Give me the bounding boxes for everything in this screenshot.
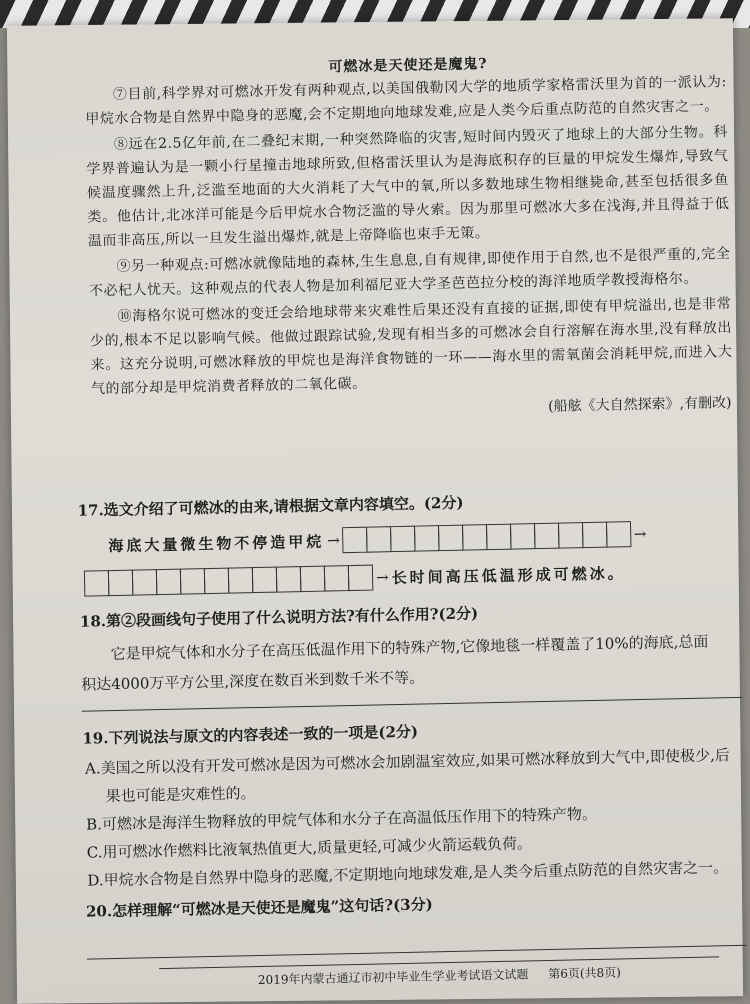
- answer-box[interactable]: [300, 566, 326, 593]
- paragraph-8: ⑧远在2.5亿年前,在二叠纪末期,一种突然降临的灾害,短时间内毁灭了地球上的大部分生物。科学界普遍认为是一颗小行星撞击地球所致,但格雷沃里认为是海底积存的巨量的甲烷发生爆炸,导致气候温度骤然上升,泛滥至地面的大火消耗了大气中的氧,所以多数地球生物相继毙命,甚至包括很多鱼类。他估计,北冰洋可能是今后甲烷水合物泛滥的导火索。因为那里可燃冰大多在浅海,并且得益于低温而非高压,所以一旦发生溢出爆炸,就是上帝降临也束手无策。: [86, 124, 730, 250]
- q17-answer-boxes-1[interactable]: [343, 521, 631, 553]
- answer-box[interactable]: [204, 568, 230, 595]
- answer-box[interactable]: [348, 565, 374, 592]
- paragraph-7: ⑦目前,科学界对可燃冰开发有两种观点,以美国俄勒冈大学的地质学家格雷沃里为首的一派认为:甲烷水合物是自然界中隐身的恶魔,会不定期地向地球发难,应是人类今后重点防范的自然灾害之一。: [85, 74, 727, 128]
- paragraph-10: ⑩海格尔说可燃冰的变迁会给地球带来灾难性后果还没有直接的证据,即使有甲烷溢出,也是非常少的,根本不足以影响气候。他做过跟踪试验,发现有相当多的可燃冰会自行溶解在海水里,没有释放出来。这充分说明,可燃冰释放的甲烷也是海洋食物链的一环——海水里的需氧菌会消耗甲烷,而进入大气的部分却是甲烷消费者释放的二氧化碳。: [89, 295, 733, 398]
- question-19-prompt: 19.下列说法与原文的内容表述一致的一项是(2分): [82, 722, 419, 748]
- answer-box[interactable]: [132, 569, 158, 596]
- arrow-icon: →: [633, 524, 647, 544]
- question-20-prompt: 20.怎样理解“可燃冰是天使还是魔鬼”这句话?(3分): [85, 895, 433, 921]
- answer-box[interactable]: [84, 570, 110, 597]
- q19-option-c[interactable]: C.用可燃冰作燃料比液氧热值更大,质量更轻,可减少火箭运载负荷。: [86, 834, 533, 862]
- answer-box[interactable]: [606, 521, 632, 548]
- page-number: 第6页(共8页): [548, 965, 622, 981]
- answer-box[interactable]: [462, 524, 488, 551]
- q18-quoted-sentence: 它是甲烷气体和水分子在高压低温作用下的特殊产物,它像地毯一样覆盖了10%的海底,总面积达4000万平方公里,深度在数百米到数千米不等。: [81, 632, 709, 694]
- answer-box[interactable]: [180, 568, 206, 595]
- arrow-icon: →: [375, 568, 389, 587]
- exam-page: [60, 38, 733, 991]
- q17-start-text: 海底大量微生物不停造甲烷: [108, 532, 325, 555]
- q19-option-a[interactable]: A.美国之所以没有开发可燃冰是因为可燃冰会加剧温室效应,如果可燃冰释放到大气中,即使极少,后果也可能是灾难性的。: [84, 746, 730, 806]
- answer-box[interactable]: [558, 522, 584, 549]
- answer-box[interactable]: [390, 526, 416, 553]
- answer-box[interactable]: [156, 569, 182, 596]
- q19-options: [83, 741, 746, 895]
- q19-option-d[interactable]: D.甲烷水合物是自然界中隐身的恶魔,不定期地向地球发难,是人类今后重点防范的自然灾害之一。: [87, 858, 729, 890]
- answer-box[interactable]: [438, 525, 464, 552]
- article-title: 可燃冰是天使还是魔鬼?: [328, 56, 488, 76]
- q19-option-b[interactable]: B.可燃冰是海洋生物释放的甲烷气体和水分子在高温低压作用下的特殊产物。: [85, 804, 598, 834]
- answer-box[interactable]: [534, 523, 560, 550]
- answer-box[interactable]: [486, 524, 512, 551]
- exam-title: 2019年内蒙古通辽市初中毕业生学业考试语文试题: [257, 967, 529, 988]
- answer-box[interactable]: [366, 526, 392, 553]
- questions-section: [77, 486, 746, 960]
- q17-flow-row-1: [78, 519, 738, 559]
- arrow-icon: →: [327, 531, 341, 550]
- answer-box[interactable]: [228, 567, 254, 594]
- question-17-prompt: 17.选文介绍了可燃冰的由来,请根据文章内容填空。(2分): [77, 493, 464, 520]
- paragraph-9: ⑨另一种观点:可燃冰就像陆地的森林,生生息息,自有规律,即使作用于自然,也不是很严重的,完全不必杞人忧天。这种观点的代表人物是加利福尼亚大学圣芭芭拉分校的海洋地质学教授海格尔。: [88, 246, 731, 300]
- answer-box[interactable]: [510, 523, 536, 550]
- q17-answer-boxes-2[interactable]: [85, 565, 373, 597]
- answer-box[interactable]: [276, 566, 302, 593]
- answer-box[interactable]: [108, 570, 134, 597]
- answer-box[interactable]: [342, 527, 368, 554]
- question-18-prompt: 18.第②段画线句子使用了什么说明方法?有什么作用?(2分): [79, 604, 479, 631]
- answer-box[interactable]: [324, 565, 350, 592]
- q17-flow-row-2: [79, 557, 739, 597]
- answer-box[interactable]: [252, 567, 278, 594]
- article-body: [85, 70, 734, 425]
- q17-end-text: 长时间高压低温形成可燃冰。: [391, 563, 626, 587]
- article-source: (船舷《大自然探索》,有删改): [547, 395, 732, 415]
- answer-box[interactable]: [582, 522, 608, 549]
- q18-answer-line[interactable]: [82, 696, 742, 712]
- answer-box[interactable]: [414, 525, 440, 552]
